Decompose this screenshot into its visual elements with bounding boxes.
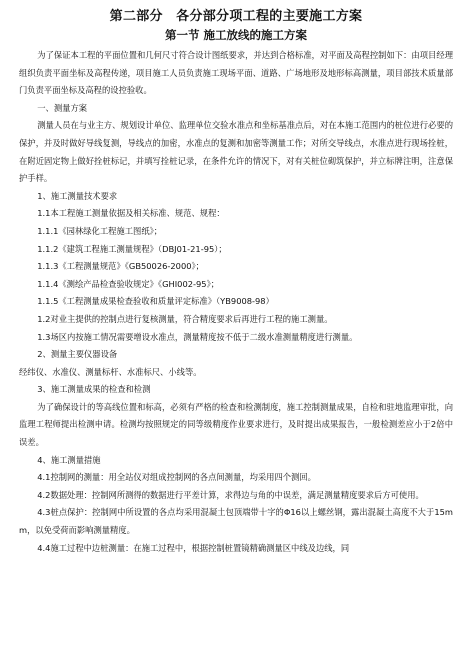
paragraph: 为了确保设计的等高线位置和标高，必须有严格的检查和检测制度，施工控制测量成果，自检和驻地监理审批，向监理工程师提出检测申请。检测均按照规定的同等级精度作业要求进行，及时提出成果报告，一般检测差应小于2倍中误差。 bbox=[19, 401, 453, 448]
document-title: 第二部分 各分部分项工程的主要施工方案 bbox=[109, 9, 363, 24]
list-item: 4.1控制网的测量：用全站仪对组成控制网的各点间测量，均采用四个测回。 bbox=[37, 472, 316, 483]
paragraph: 为了保证本工程的平面位置和几何尺寸符合设计图纸要求，并达到合格标准，对平面及高程控制如下：由项目经理组织负责平面坐标及高程传递，项目施工人员负责施工现场平面、道路、广场地形及地形标高测量，项目部技术质量部门负责平面坐标及高程的设控验收。 bbox=[19, 50, 453, 96]
list-item: 1.1.3《工程测量规范》《GB50026-2000》； bbox=[37, 261, 204, 272]
section-heading: 3、施工测量成果的检查和检测 bbox=[37, 384, 151, 395]
list-item: 1.3场区内按施工情况需要增设水准点，测量精度按不低于二级水准测量精度进行测量。 bbox=[37, 331, 358, 342]
section-title: 第一节 施工放线的施工方案 bbox=[164, 28, 307, 42]
paragraph: 4.2数据处理：控制网所测得的数据进行平差计算，求得边与角的中误差，满足测量精度要求后方可使用。 bbox=[37, 489, 424, 500]
list-item: 1.1.1《园林绿化工程施工图纸》； bbox=[37, 225, 163, 236]
paragraph: 测量人员在与业主方、规划设计单位、监理单位交验水准点和坐标基准点后，对在本施工范围内的桩位进行必要的保护，并及时做好导线复测，导线点的加密，水准点的复测和加密等测量工作；对所交导线点，水准点进行现场拴桩，在附近固定物上做好拴桩标记，并填写拴桩记录，在条件允许的情况下，对有关桩位砌筑保护，并立标牌注明，注意保护手样。 bbox=[19, 120, 453, 184]
list-item: 1.2对业主提供的控制点进行复核测量，符合精度要求后再进行工程的施工测量。 bbox=[37, 313, 333, 324]
list-item: 1.1.2《建筑工程施工测量规程》（DBJ01-21-95）； bbox=[37, 243, 227, 254]
section-heading: 2、测量主要仪器设备 bbox=[37, 349, 118, 360]
section-heading: 4、施工测量措施 bbox=[37, 454, 101, 465]
list-item: 1.1.5《工程测量成果检查验收和质量评定标准》（YB9008-98） bbox=[37, 296, 274, 307]
section-heading: 一、测量方案 bbox=[37, 102, 88, 113]
list-item: 1.1.4《测绘产品检查验收规定》《GHI002-95》； bbox=[37, 278, 220, 289]
section-heading: 1、施工测量技术要求 bbox=[37, 190, 118, 201]
paragraph: 4.3桩点保护：控制网中所设置的各点均采用混凝土包顶端带十字的Φ16以上螺丝钢，露出混凝土高度不大于15mm，以免受荷而影响测量精度。 bbox=[19, 507, 453, 536]
list-item: 1.1本工程施工测量依据及相关标准、规范、规程： bbox=[37, 208, 225, 219]
paragraph: 经纬仪、水准仪、测量标杆、水准标尺、小线等。 bbox=[19, 366, 202, 377]
paragraph: 4.4施工过程中边桩测量：在施工过程中，根据控制桩置镜精确测量区中线及边线，同 bbox=[37, 542, 350, 553]
